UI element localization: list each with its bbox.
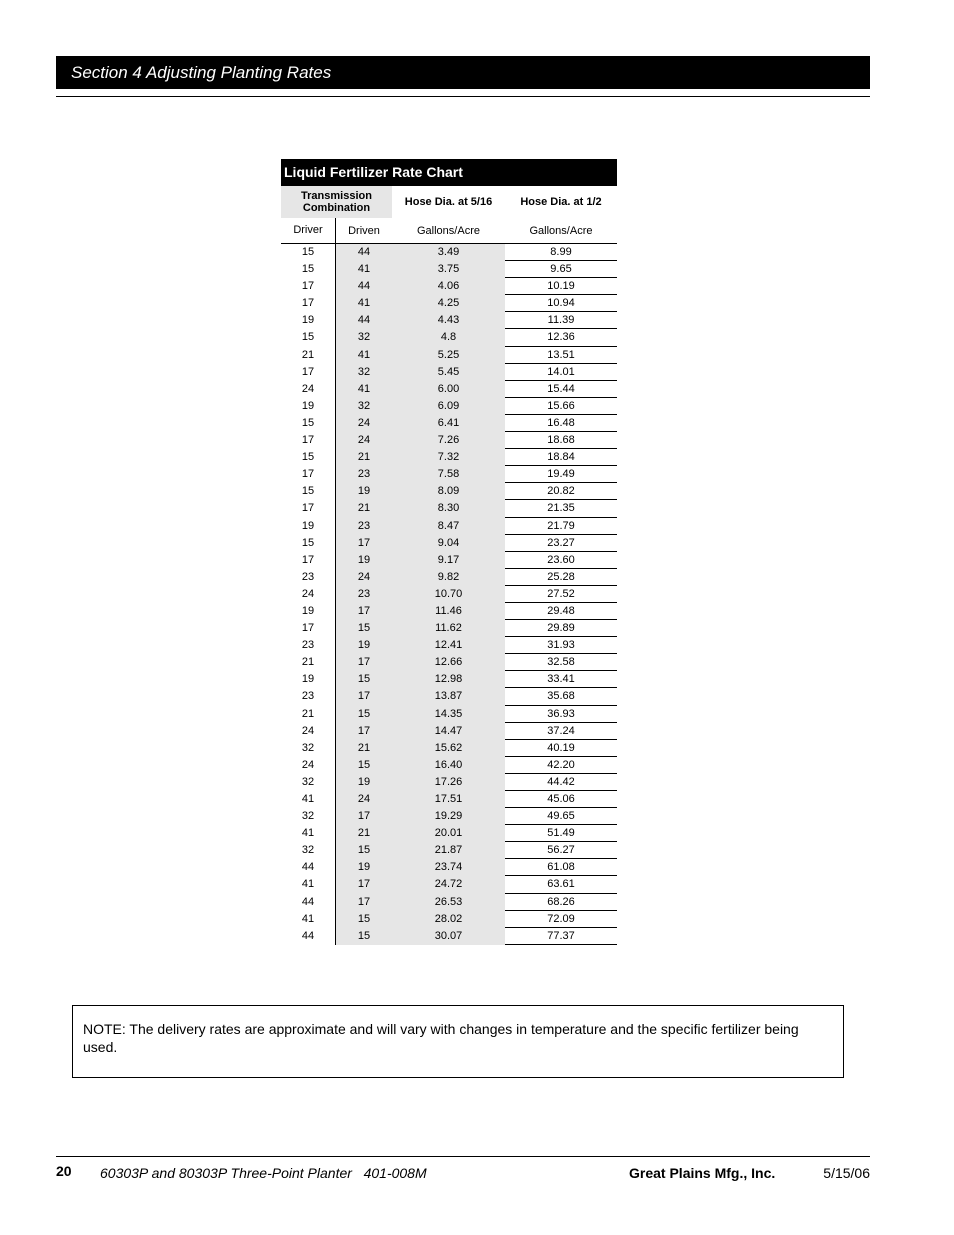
table-row: [281, 603, 617, 620]
cell-driver: 41: [281, 825, 336, 842]
header-hose-516: Hose Dia. at 5/16: [404, 196, 493, 208]
table-row: [281, 466, 617, 483]
cell-rate-516: 4.43: [392, 312, 505, 329]
cell-rate-12: 68.26: [505, 894, 617, 911]
cell-driver: 19: [281, 398, 336, 415]
cell-rate-516: 11.46: [392, 603, 505, 620]
table-row: [281, 825, 617, 842]
cell-driver: 17: [281, 552, 336, 569]
cell-driven: 15: [336, 842, 392, 859]
cell-rate-12: 77.37: [505, 928, 617, 945]
table-row: [281, 723, 617, 740]
cell-driven: 17: [336, 654, 392, 671]
cell-rate-516: 24.72: [392, 876, 505, 893]
chart-title: Liquid Fertilizer Rate Chart: [281, 159, 617, 186]
cell-rate-12: 9.65: [505, 261, 617, 278]
cell-driven: 21: [336, 825, 392, 842]
cell-rate-516: 6.09: [392, 398, 505, 415]
table-row: [281, 876, 617, 893]
cell-rate-12: 40.19: [505, 740, 617, 757]
cell-driven: 19: [336, 637, 392, 654]
cell-rate-516: 12.98: [392, 671, 505, 688]
cell-rate-516: 15.62: [392, 740, 505, 757]
footer-divider: [56, 1156, 870, 1157]
cell-driven: 15: [336, 757, 392, 774]
cell-driven: 23: [336, 466, 392, 483]
cell-rate-12: 72.09: [505, 911, 617, 928]
cell-rate-12: 51.49: [505, 825, 617, 842]
cell-rate-12: 21.35: [505, 500, 617, 517]
table-row: [281, 706, 617, 723]
cell-driven: 19: [336, 483, 392, 500]
cell-driven: 32: [336, 364, 392, 381]
cell-driver: 17: [281, 278, 336, 295]
cell-rate-12: 25.28: [505, 569, 617, 586]
cell-driver: 15: [281, 415, 336, 432]
table-row: [281, 398, 617, 415]
page-number: 20: [56, 1163, 72, 1179]
cell-rate-516: 14.47: [392, 723, 505, 740]
header-hose-12: Hose Dia. at 1/2: [520, 196, 602, 208]
cell-rate-12: 18.68: [505, 432, 617, 449]
cell-rate-516: 5.45: [392, 364, 505, 381]
table-row: [281, 261, 617, 278]
cell-driver: 21: [281, 706, 336, 723]
subheader-unit-516: Gallons/Acre: [417, 224, 480, 237]
cell-driver: 24: [281, 723, 336, 740]
cell-driven: 15: [336, 928, 392, 945]
table-row: [281, 757, 617, 774]
cell-rate-12: 19.49: [505, 466, 617, 483]
table-row: [281, 364, 617, 381]
cell-rate-12: 31.93: [505, 637, 617, 654]
cell-driver: 17: [281, 500, 336, 517]
cell-driven: 24: [336, 432, 392, 449]
cell-rate-12: 21.79: [505, 518, 617, 535]
cell-driver: 19: [281, 671, 336, 688]
document-title: 60303P and 80303P Three-Point Planter 401-008M: [100, 1165, 427, 1181]
table-row: [281, 586, 617, 603]
cell-driven: 32: [336, 329, 392, 346]
cell-rate-12: 32.58: [505, 654, 617, 671]
table-row: [281, 500, 617, 517]
table-row: [281, 483, 617, 500]
table-row: [281, 808, 617, 825]
table-row: [281, 347, 617, 364]
cell-driven: 19: [336, 552, 392, 569]
table-row: [281, 791, 617, 808]
cell-rate-12: 10.94: [505, 295, 617, 312]
cell-driven: 21: [336, 740, 392, 757]
cell-driven: 32: [336, 398, 392, 415]
table-row: [281, 381, 617, 398]
cell-rate-516: 13.87: [392, 688, 505, 705]
cell-driven: 17: [336, 723, 392, 740]
table-row: [281, 244, 617, 261]
table-row: [281, 859, 617, 876]
cell-driver: 44: [281, 928, 336, 945]
note-text: NOTE: The delivery rates are approximate and will vary with changes in temperature and the specific fertilizer being used.: [83, 1021, 799, 1055]
table-row: [281, 449, 617, 466]
cell-rate-12: 33.41: [505, 671, 617, 688]
cell-rate-516: 6.41: [392, 415, 505, 432]
cell-driver: 21: [281, 347, 336, 364]
cell-driven: 41: [336, 381, 392, 398]
table-row: [281, 842, 617, 859]
cell-driven: 17: [336, 535, 392, 552]
cell-rate-516: 6.00: [392, 381, 505, 398]
cell-rate-516: 21.87: [392, 842, 505, 859]
cell-rate-12: 11.39: [505, 312, 617, 329]
section-title: Section 4 Adjusting Planting Rates: [71, 63, 332, 82]
table-row: [281, 928, 617, 945]
cell-rate-516: 17.26: [392, 774, 505, 791]
cell-rate-516: 7.26: [392, 432, 505, 449]
cell-driver: 44: [281, 894, 336, 911]
cell-rate-516: 16.40: [392, 757, 505, 774]
cell-driven: 15: [336, 671, 392, 688]
cell-rate-516: 9.04: [392, 535, 505, 552]
table-row: [281, 637, 617, 654]
cell-rate-516: 28.02: [392, 911, 505, 928]
cell-driver: 41: [281, 791, 336, 808]
cell-rate-516: 17.51: [392, 791, 505, 808]
table-row: [281, 671, 617, 688]
cell-rate-12: 12.36: [505, 329, 617, 346]
cell-driver: 32: [281, 774, 336, 791]
cell-driven: 17: [336, 688, 392, 705]
cell-rate-12: 44.42: [505, 774, 617, 791]
cell-rate-12: 45.06: [505, 791, 617, 808]
header-divider: [56, 96, 870, 97]
cell-rate-12: 63.61: [505, 876, 617, 893]
table-row: [281, 295, 617, 312]
cell-rate-516: 9.17: [392, 552, 505, 569]
cell-driver: 24: [281, 757, 336, 774]
table-row: [281, 312, 617, 329]
table-row: [281, 654, 617, 671]
note-box: [72, 1005, 844, 1078]
section-header-bar: [56, 56, 870, 89]
cell-rate-516: 7.32: [392, 449, 505, 466]
cell-driver: 32: [281, 808, 336, 825]
cell-rate-516: 20.01: [392, 825, 505, 842]
cell-rate-516: 9.82: [392, 569, 505, 586]
cell-rate-12: 10.19: [505, 278, 617, 295]
cell-rate-12: 13.51: [505, 347, 617, 364]
cell-driver: 21: [281, 654, 336, 671]
rate-chart-table: [281, 159, 617, 945]
cell-driver: 24: [281, 586, 336, 603]
cell-driven: 17: [336, 808, 392, 825]
cell-rate-516: 11.62: [392, 620, 505, 637]
cell-driver: 24: [281, 381, 336, 398]
table-row: [281, 894, 617, 911]
cell-rate-516: 10.70: [392, 586, 505, 603]
cell-driver: 23: [281, 569, 336, 586]
cell-rate-12: 42.20: [505, 757, 617, 774]
cell-rate-12: 37.24: [505, 723, 617, 740]
table-row: [281, 432, 617, 449]
table-row: [281, 911, 617, 928]
cell-driver: 15: [281, 261, 336, 278]
cell-driver: 32: [281, 842, 336, 859]
cell-driver: 17: [281, 466, 336, 483]
cell-driver: 23: [281, 688, 336, 705]
cell-driven: 15: [336, 620, 392, 637]
cell-driven: 24: [336, 415, 392, 432]
cell-driver: 19: [281, 518, 336, 535]
cell-rate-12: 29.89: [505, 620, 617, 637]
cell-rate-516: 7.58: [392, 466, 505, 483]
cell-driver: 19: [281, 312, 336, 329]
cell-rate-516: 4.8: [392, 329, 505, 346]
cell-driven: 19: [336, 774, 392, 791]
cell-driver: 15: [281, 449, 336, 466]
table-row: [281, 740, 617, 757]
cell-rate-12: 49.65: [505, 808, 617, 825]
cell-driver: 32: [281, 740, 336, 757]
cell-driver: 19: [281, 603, 336, 620]
cell-driven: 15: [336, 706, 392, 723]
cell-driven: 41: [336, 295, 392, 312]
cell-rate-12: 20.82: [505, 483, 617, 500]
cell-driver: 15: [281, 483, 336, 500]
header-transmission-combination: Transmission Combination: [281, 186, 392, 218]
cell-driven: 44: [336, 312, 392, 329]
cell-driven: 17: [336, 876, 392, 893]
chart-header-row: [281, 186, 617, 218]
cell-driver: 17: [281, 364, 336, 381]
table-row: [281, 415, 617, 432]
cell-driven: 17: [336, 894, 392, 911]
cell-driver: 41: [281, 911, 336, 928]
cell-rate-12: 18.84: [505, 449, 617, 466]
cell-driven: 17: [336, 603, 392, 620]
subheader-driven: Driven: [348, 224, 380, 237]
table-row: [281, 535, 617, 552]
cell-rate-516: 12.66: [392, 654, 505, 671]
page-footer: [56, 1163, 870, 1185]
cell-rate-516: 5.25: [392, 347, 505, 364]
cell-driver: 15: [281, 329, 336, 346]
cell-rate-516: 3.75: [392, 261, 505, 278]
cell-rate-516: 8.09: [392, 483, 505, 500]
subheader-driver: Driver: [281, 218, 336, 243]
table-row: [281, 518, 617, 535]
cell-rate-516: 30.07: [392, 928, 505, 945]
cell-rate-12: 23.60: [505, 552, 617, 569]
cell-rate-12: 14.01: [505, 364, 617, 381]
cell-rate-516: 26.53: [392, 894, 505, 911]
table-row: [281, 620, 617, 637]
cell-driver: 15: [281, 535, 336, 552]
chart-subheader-row: [281, 218, 617, 244]
cell-driven: 41: [336, 347, 392, 364]
cell-rate-12: 8.99: [505, 244, 617, 261]
cell-rate-516: 23.74: [392, 859, 505, 876]
cell-driven: 21: [336, 500, 392, 517]
cell-driver: 44: [281, 859, 336, 876]
company-name: Great Plains Mfg., Inc.: [629, 1165, 776, 1181]
cell-driver: 17: [281, 620, 336, 637]
table-row: [281, 774, 617, 791]
cell-rate-12: 27.52: [505, 586, 617, 603]
cell-rate-516: 19.29: [392, 808, 505, 825]
cell-rate-516: 8.30: [392, 500, 505, 517]
cell-rate-12: 15.44: [505, 381, 617, 398]
cell-driven: 23: [336, 586, 392, 603]
cell-driver: 23: [281, 637, 336, 654]
cell-driver: 41: [281, 876, 336, 893]
cell-rate-12: 23.27: [505, 535, 617, 552]
chart-body: [281, 244, 617, 945]
cell-rate-516: 4.06: [392, 278, 505, 295]
subheader-unit-12: Gallons/Acre: [529, 224, 593, 237]
cell-driven: 24: [336, 569, 392, 586]
cell-rate-12: 15.66: [505, 398, 617, 415]
cell-driven: 15: [336, 911, 392, 928]
cell-rate-516: 8.47: [392, 518, 505, 535]
cell-driven: 41: [336, 261, 392, 278]
cell-driver: 15: [281, 244, 336, 261]
cell-driven: 23: [336, 518, 392, 535]
cell-rate-12: 16.48: [505, 415, 617, 432]
cell-driven: 24: [336, 791, 392, 808]
table-row: [281, 278, 617, 295]
cell-driven: 19: [336, 859, 392, 876]
cell-rate-12: 35.68: [505, 688, 617, 705]
cell-rate-12: 36.93: [505, 706, 617, 723]
cell-rate-516: 4.25: [392, 295, 505, 312]
table-row: [281, 329, 617, 346]
cell-rate-516: 3.49: [392, 244, 505, 261]
cell-rate-12: 56.27: [505, 842, 617, 859]
cell-driven: 21: [336, 449, 392, 466]
cell-rate-12: 61.08: [505, 859, 617, 876]
table-row: [281, 569, 617, 586]
cell-driven: 44: [336, 244, 392, 261]
publication-date: 5/15/06: [823, 1165, 870, 1181]
cell-rate-516: 14.35: [392, 706, 505, 723]
cell-driven: 44: [336, 278, 392, 295]
table-row: [281, 688, 617, 705]
cell-driver: 17: [281, 432, 336, 449]
cell-rate-12: 29.48: [505, 603, 617, 620]
cell-driver: 17: [281, 295, 336, 312]
table-row: [281, 552, 617, 569]
cell-rate-516: 12.41: [392, 637, 505, 654]
